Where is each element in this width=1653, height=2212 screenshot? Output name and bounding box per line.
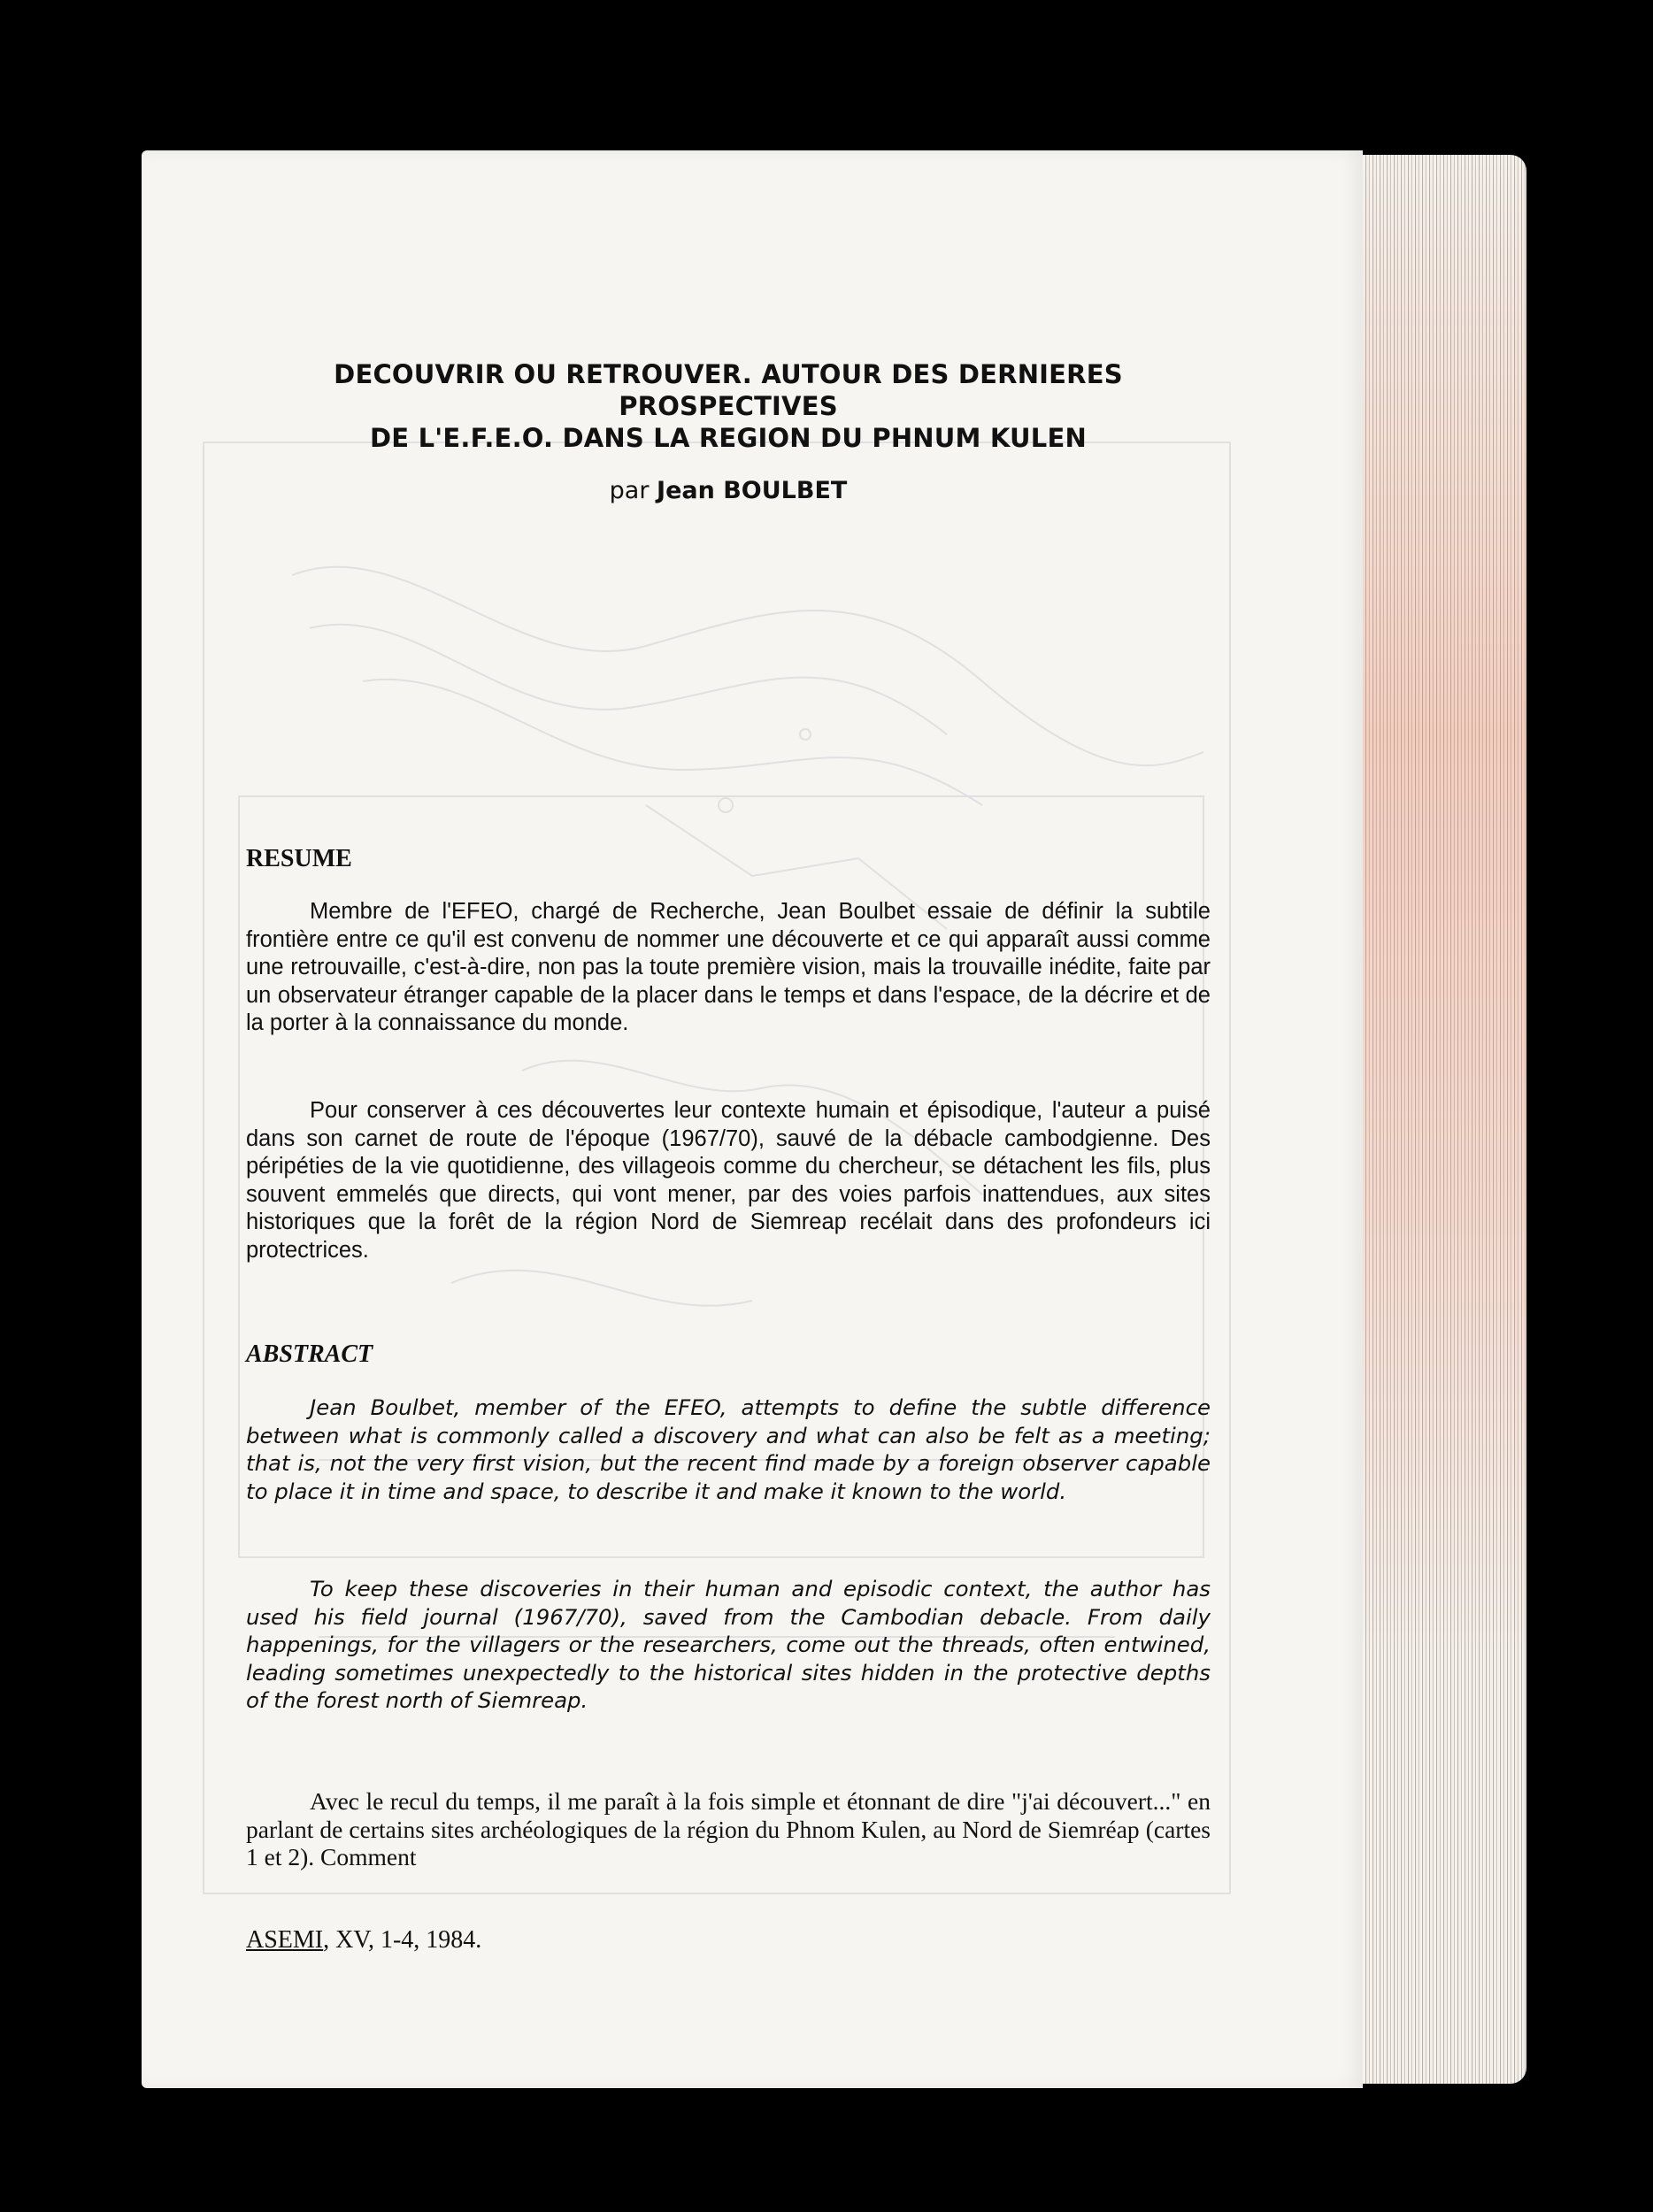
resume-paragraph-2: Pour conserver à ces découvertes leur contexte humain et épisodique, l'auteur a puisé dans son carnet de route de l'époque (1967/70), sauvé de la débacle cambodgienne. Des péripéties de la vie quotidienne, des villageois comme du chercheur, se détachent les fils, plus souvent emmelés que directs, qui vont mener, par des voies parfois inattendues, aux sites historiques que la forêt de la région Nord de Siemreap recélait dans des profondeurs ici protectrices. — [246, 1098, 1211, 1263]
title-line-1: DECOUVRIR OU RETROUVER. AUTOUR DES DERNIERES PROSPECTIVES — [334, 359, 1123, 421]
article-title — [246, 358, 1211, 454]
journal-name: ASEMI — [246, 1926, 324, 1954]
journal-citation: , XV, 1-4, 1984. — [323, 1926, 482, 1954]
byline — [246, 477, 1211, 504]
abstract-paragraph-2: To keep these discoveries in their human and episodic context, the author has used his field journal (1967/70), saved from the Cambodian debacle. From daily happenings, for the villagers or the researchers, come out the threads, often entwined, leading sometimes unexpectedly to the historical sites hidden in the protective depths of the forest north of Siemreap. — [246, 1576, 1211, 1713]
body-paragraph-1: Avec le recul du temps, il me paraît à la fois simple et étonnant de dire "j'ai découvert..." en parlant de certains sites archéologiques de la région du Phnom Kulen, au Nord de Siemréap (cartes 1 et 2). Comment — [246, 1787, 1211, 1870]
author-name: Jean BOULBET — [657, 477, 848, 504]
abstract-heading: ABSTRACT — [246, 1340, 373, 1368]
abstract-paragraph-1: Jean Boulbet, member of the EFEO, attempts to define the subtle difference between what is commonly called a discovery and what can also be felt as a meeting; that is, not the very first vision, but the recent find made by a foreign observer capable to place it in time and space, to describe it and make it known to the world. — [246, 1394, 1211, 1504]
resume-paragraph-1: Membre de l'EFEO, chargé de Recherche, Jean Boulbet essaie de définir la subtile frontière entre ce qu'il est convenu de nommer une découverte et ce qui apparaît aussi comme une retrouvaille, c'est-à-dire, non pas la toute première vision, mais la trouvaille inédite, faite par un observateur étranger capable de la placer dans le temps et dans l'espace, de la décrire et de la porter à la connaissance du monde. — [246, 899, 1211, 1035]
page-edges — [1345, 155, 1526, 2084]
resume-heading: RESUME — [246, 845, 352, 872]
book-page — [142, 150, 1363, 2088]
article — [246, 358, 1211, 1954]
title-line-2: DE L'E.F.E.O. DANS LA REGION DU PHNUM KULEN — [370, 423, 1087, 453]
byline-prefix: par — [609, 477, 650, 504]
citation-footer — [246, 1926, 481, 1955]
